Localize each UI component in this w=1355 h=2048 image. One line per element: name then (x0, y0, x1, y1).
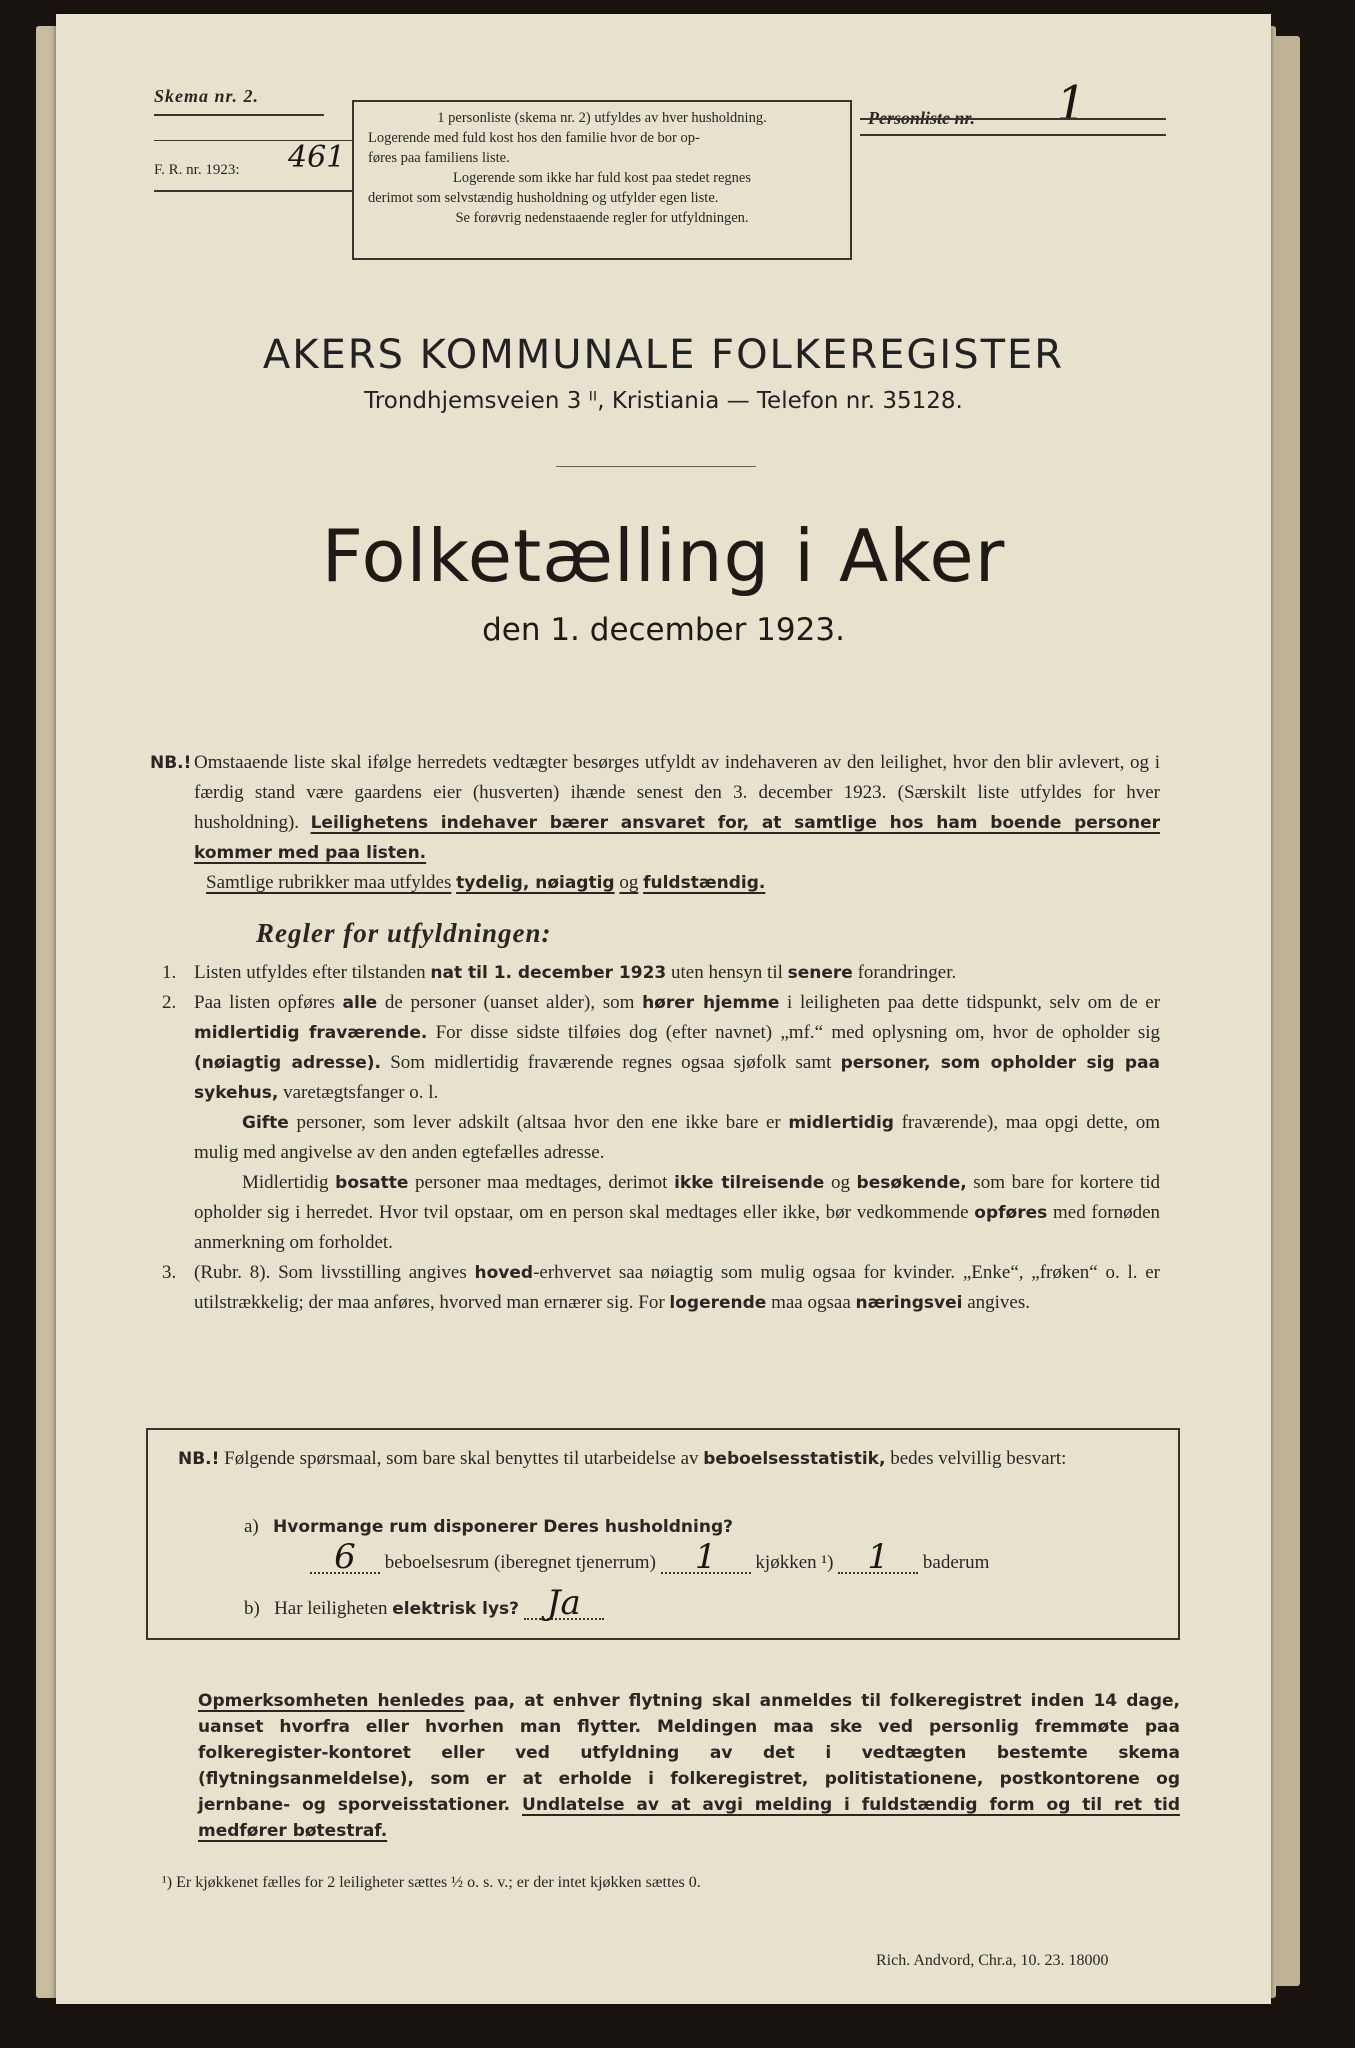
nb1-bold-text: Leilighetens indehaver bærer ansvaret for, at samtlige hos ham boende personer kommer med paa listen. (194, 813, 1160, 863)
personliste-handwritten: 1 (1056, 76, 1087, 132)
rule-2-text-i: Som midlertidig fraværende regnes ogsaa sjøfolk samt (390, 1052, 832, 1073)
skema-label: Skema nr. 2. (154, 86, 260, 106)
title-divider (556, 466, 756, 467)
rule-3-text-d: logerende (669, 1293, 767, 1313)
info-line-1: 1 personliste (skema nr. 2) utfyldes av hver husholdning. (437, 110, 767, 126)
rule-2-text-c: de personer (uanset alder), som (384, 992, 635, 1013)
question-a-label: a) (244, 1516, 259, 1537)
rule-2-p3-f: besøkende, (856, 1173, 967, 1193)
bath-value[interactable]: 1 (838, 1542, 918, 1574)
personliste-rule-top (860, 118, 1166, 120)
rule-2-p3-h: opføres (974, 1203, 1048, 1223)
notice-underlined-1: Opmerksomheten henledes (198, 1691, 465, 1711)
info-line-2: Logerende med fuld kost hos den familie hvor de bor op- (368, 130, 700, 146)
rule-1-text-c: uten hensyn til (671, 962, 783, 983)
rule-2-text-f: midlertidig fraværende. (194, 1023, 428, 1043)
rule-2 (150, 988, 1160, 1108)
personliste-rule (860, 134, 1166, 136)
nb-label: NB.! (150, 753, 192, 773)
rule-2-text-k: varetægtsfanger o. l. (283, 1082, 439, 1103)
census-main-title: Folketælling i Aker (321, 514, 1006, 598)
info-line-5: derimot som selvstændig husholdning og utfylder egen liste. (368, 190, 719, 206)
rule-2-text-a: Paa listen opføres (194, 992, 335, 1013)
nb2-intro-c: bedes velvillig besvart: (890, 1448, 1067, 1469)
nb1-line2-og: og (619, 872, 639, 893)
rule-2-text-j: personer, som opholder sig paa sykehus, (194, 1053, 1161, 1103)
nb1-text: Omstaaende liste skal ifølge herredets vedtægter besørges utfyldt av indehaveren av den leilighet, hvor den blir avlevert, og i færdig stand være gaardens eier (husverten) ihænde senest den 3. december 1923. (Særskilt liste utfyldes for hver husholdning). (194, 752, 1160, 833)
rule-3-text-c: -erhvervet saa nøiagtig som mulig ogsaa for kvinder. „Enke“, „frøken“ o. l. er utilstrækkelig; der maa anføres, hvorved man ernærer sig. For (194, 1262, 1161, 1313)
nb-notice-1 (150, 748, 1160, 898)
rule-1-number: 1. (162, 962, 177, 983)
electric-light-answer[interactable]: Ja (524, 1588, 604, 1620)
nb1-line2-b1: tydelig, nøiagtig (456, 873, 615, 893)
rooms-value[interactable]: 6 (310, 1542, 380, 1574)
rule-3-text-g: angives. (967, 1292, 1031, 1313)
question-b-text-b: elektrisk lys? (392, 1599, 520, 1619)
rule-2-text-h: (nøiagtig adresse). (194, 1053, 382, 1073)
rule-3-text-e: maa ogsaa (771, 1292, 851, 1313)
rule-2-p3-c: personer maa medtages, derimot (415, 1172, 668, 1193)
info-line-4: Logerende som ikke har fuld kost paa stedet regnes (453, 170, 751, 186)
rule-3-number: 3. (162, 1262, 177, 1283)
notice-text: paa, at enhver flytning skal anmeldes til folkeregistret inden 14 dage, uanset hvorfra eller hvorhen man flytter. Meldingen maa ske ved personlig fremmøte paa folkeregister-kontoret eller ved utfyldning av det i vedtægten bestemte skema (flytningsanmeldelse), som er at erholde i folkeregistret, politistationene, postkontorene og jernbane- og sporveisstationer. (198, 1691, 1180, 1815)
info-line-3: føres paa familiens liste. (368, 150, 510, 166)
census-date: den 1. december 1923. (482, 612, 845, 648)
moving-notice (198, 1688, 1180, 1844)
question-b-label: b) (244, 1598, 260, 1619)
question-b-text-a: Har leiligheten (274, 1598, 388, 1619)
footnote: ¹) Er kjøkkenet fælles for 2 leiligheter sættes ½ o. s. v.; er der intet kjøkken sættes 0. (162, 1874, 701, 1891)
organization-title: AKERS KOMMUNALE FOLKEREGISTER (262, 332, 1065, 378)
rooms-label: beboelsesrum (iberegnet tjenerrum) (384, 1552, 656, 1573)
nb2-intro (178, 1444, 1168, 1474)
household-info-box (352, 100, 852, 260)
info-line-6: Se forøvrig nedenstaaende regler for utfyldningen. (455, 210, 749, 226)
rule-2-text-b: alle (342, 993, 378, 1013)
fr-number-handwritten: 461 (288, 140, 346, 175)
question-a-text: Hvormange rum disponerer Deres husholdning? (273, 1517, 733, 1537)
organization-address: Trondhjemsveien 3 ᴵᴵ, Kristiania — Telefon nr. 35128. (364, 388, 963, 414)
rule-3-text-f: næringsvei (855, 1293, 963, 1313)
rule-1 (150, 958, 1160, 988)
rule-1-text-e: forandringer. (857, 962, 957, 983)
personliste-label: Personliste nr. (868, 108, 976, 128)
rooms-answer-line (244, 1537, 1144, 1578)
fr-number-label: F. R. nr. 1923: (154, 162, 240, 178)
rule-2-p3-b: bosatte (335, 1173, 409, 1193)
notice-underlined-2: Undlatelse av at avgi melding i fuldstændig form og til ret tid medfører bøtestraf. (198, 1795, 1181, 1841)
rule-2-p2-c: midlertidig (788, 1113, 894, 1133)
housing-statistics-box (146, 1428, 1180, 1640)
rule-2-text-d: hører hjemme (642, 993, 780, 1013)
rule-2-p2-d: fraværende), maa opgi dette, om mulig med angivelse av den anden egtefælles adresse. (194, 1112, 1160, 1163)
rule-2-paragraph-2 (150, 1108, 1160, 1168)
rule-2-text-e: i leiligheten paa dette tidspunkt, selv om de er (787, 992, 1161, 1013)
rule-1-text-d: senere (787, 963, 853, 983)
rule-3-text-a: (Rubr. 8). Som livsstilling angives (194, 1262, 467, 1283)
fr-rule (154, 190, 352, 192)
rule-2-p2-a: Gifte (242, 1113, 289, 1133)
skema-rule (154, 114, 324, 116)
question-a (244, 1512, 733, 1542)
nb2-label: NB.! (178, 1449, 220, 1469)
nb2-intro-b: beboelsesstatistik, (703, 1449, 886, 1469)
rule-2-number: 2. (162, 992, 177, 1013)
rules-title: Regler for utfyldningen: (256, 918, 552, 948)
rule-2-p3-g: som bare for kortere tid opholder sig i herredet. Hvor tvil opstaar, om en person skal medtages eller ikke, bør vedkommende (194, 1172, 1161, 1223)
rule-3-text-b: hoved (474, 1263, 534, 1283)
printer-imprint: Rich. Andvord, Chr.a, 10. 23. 18000 (876, 1952, 1109, 1969)
rule-3 (150, 1258, 1160, 1318)
rule-2-p2-b: personer, som lever adskilt (altsaa hvor den ene ikke bare er (296, 1112, 781, 1133)
rule-2-p3-a: Midlertidig (242, 1172, 329, 1193)
rules-list (150, 958, 1160, 1318)
kitchen-value[interactable]: 1 (661, 1542, 751, 1574)
nb1-line2-b2: fuldstændig. (643, 873, 766, 893)
kitchen-label: kjøkken ¹) (755, 1552, 834, 1573)
question-b (244, 1583, 604, 1624)
rule-1-text-b: nat til 1. december 1923 (430, 963, 667, 983)
bath-label: baderum (922, 1552, 990, 1573)
census-form-page (56, 14, 1271, 2004)
rule-2-p3-d: ikke tilreisende (674, 1173, 825, 1193)
nb1-line2-a: Samtlige rubrikker maa utfyldes (206, 872, 452, 893)
rule-2-p3-e: og (830, 1172, 850, 1193)
rule-1-text-a: Listen utfyldes efter tilstanden (194, 962, 426, 983)
rule-2-paragraph-3 (150, 1168, 1160, 1258)
rule-2-text-g: For disse sidste tilføies dog (efter navnet) „mf.“ med oplysning om, hvor de opholder sig (435, 1022, 1160, 1043)
nb2-intro-a: Følgende spørsmaal, som bare skal benyttes til utarbeidelse av (224, 1448, 699, 1469)
rule-2-p3-i: med fornøden anmerkning om forholdet. (194, 1202, 1160, 1253)
